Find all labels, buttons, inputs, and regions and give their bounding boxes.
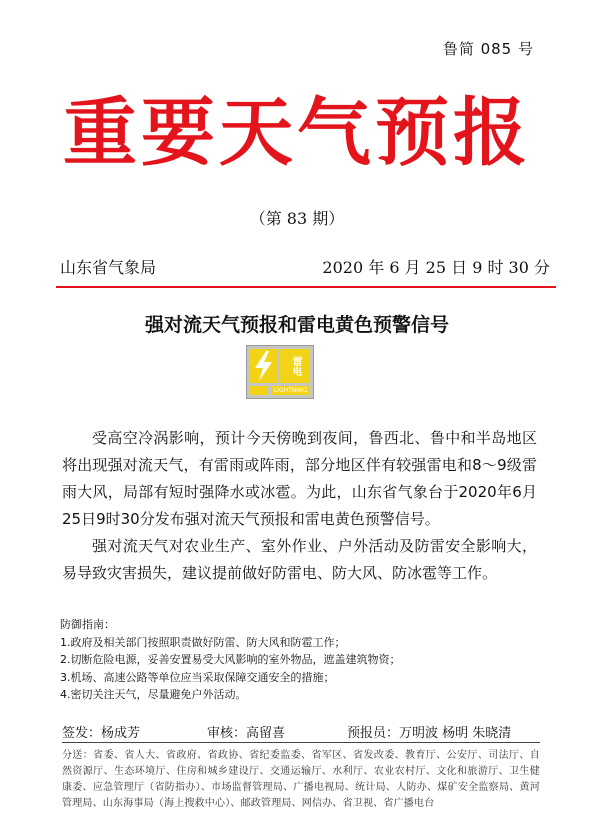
signal-label-top: 雷电 [280, 349, 310, 383]
meta-line [60, 255, 550, 279]
guide-item: 2.切断危险电源，妥善安置易受大风影响的室外物品，遮盖建筑物资； [60, 653, 401, 666]
body-text [62, 425, 537, 587]
header-divider [56, 286, 556, 288]
lightning-yellow-warning-icon [246, 345, 314, 399]
masthead-title: 重要天气预报 [63, 90, 531, 176]
issuing-agency: 山东省气象局 [60, 258, 157, 277]
guide-title: 防御指南： [60, 618, 115, 631]
document-title: 强对流天气预报和雷电黄色预警信号 [144, 314, 449, 336]
guide-item: 1.政府及相关部门按照职责做好防雷、防大风和防雹工作； [60, 635, 346, 649]
forecasters-signature: 预报员：万明波 杨明 朱晓清 [347, 726, 512, 741]
reviewer-signature: 审核：高留喜 [207, 726, 286, 741]
signature-divider [62, 742, 540, 743]
lightning-bolt-icon [250, 349, 277, 383]
body-paragraph: 受高空冷涡影响，预计今天傍晚到夜间，鲁西北、鲁中和半岛地区将出现强对流天气，有雷雨或阵雨，部分地区伴有较强雷电和8～9级雷雨大风，局部有短时强降水或冰雹。为此，山东省气象台于2020年6月25日9时30分发布强对流天气预报和雷电黄色预警信号。 [62, 429, 537, 528]
signal-corner-mark [250, 386, 268, 395]
document-number: 鲁简 085 号 [442, 40, 534, 58]
guide-item: 3.机场、高速公路等单位应当采取保障交通安全的措施； [60, 670, 335, 684]
guide-item: 4.密切关注天气，尽量避免户外活动。 [60, 688, 247, 701]
issue-datetime: 2020 年 6 月 25 日 9 时 30 分 [322, 258, 550, 277]
defense-guide [60, 616, 540, 704]
distribution-list: 分送：省委、省人大、省政府、省政协、省纪委监委、省军区、省发改委、教育厅、公安厅、司法厅、自然资源厅、生态环境厅、住房和城乡建设厅、交通运输厅、水利厅、农业农村厅、文化和旅游厅、卫生健康委、应急管理厅（省防指办）、市场监督管理局、广播电视局、统计局、人防办、煤矿安全监察局、黄河管理局、山东海事局（海上搜救中心）、邮政管理局、网信办、省卫视、省广播电台 [62, 750, 540, 809]
issuer-signature: 签发：杨成芳 [62, 726, 141, 741]
issue-number: （第 83 期） [249, 209, 345, 228]
signal-label-bottom: LIGHTNING [271, 386, 310, 395]
signature-line [62, 722, 542, 742]
body-paragraph: 强对流天气对农业生产、室外作业、户外活动及防雷安全影响大，易导致灾害损失，建议提前做好防雷电、防大风、防冰雹等工作。 [62, 537, 537, 582]
